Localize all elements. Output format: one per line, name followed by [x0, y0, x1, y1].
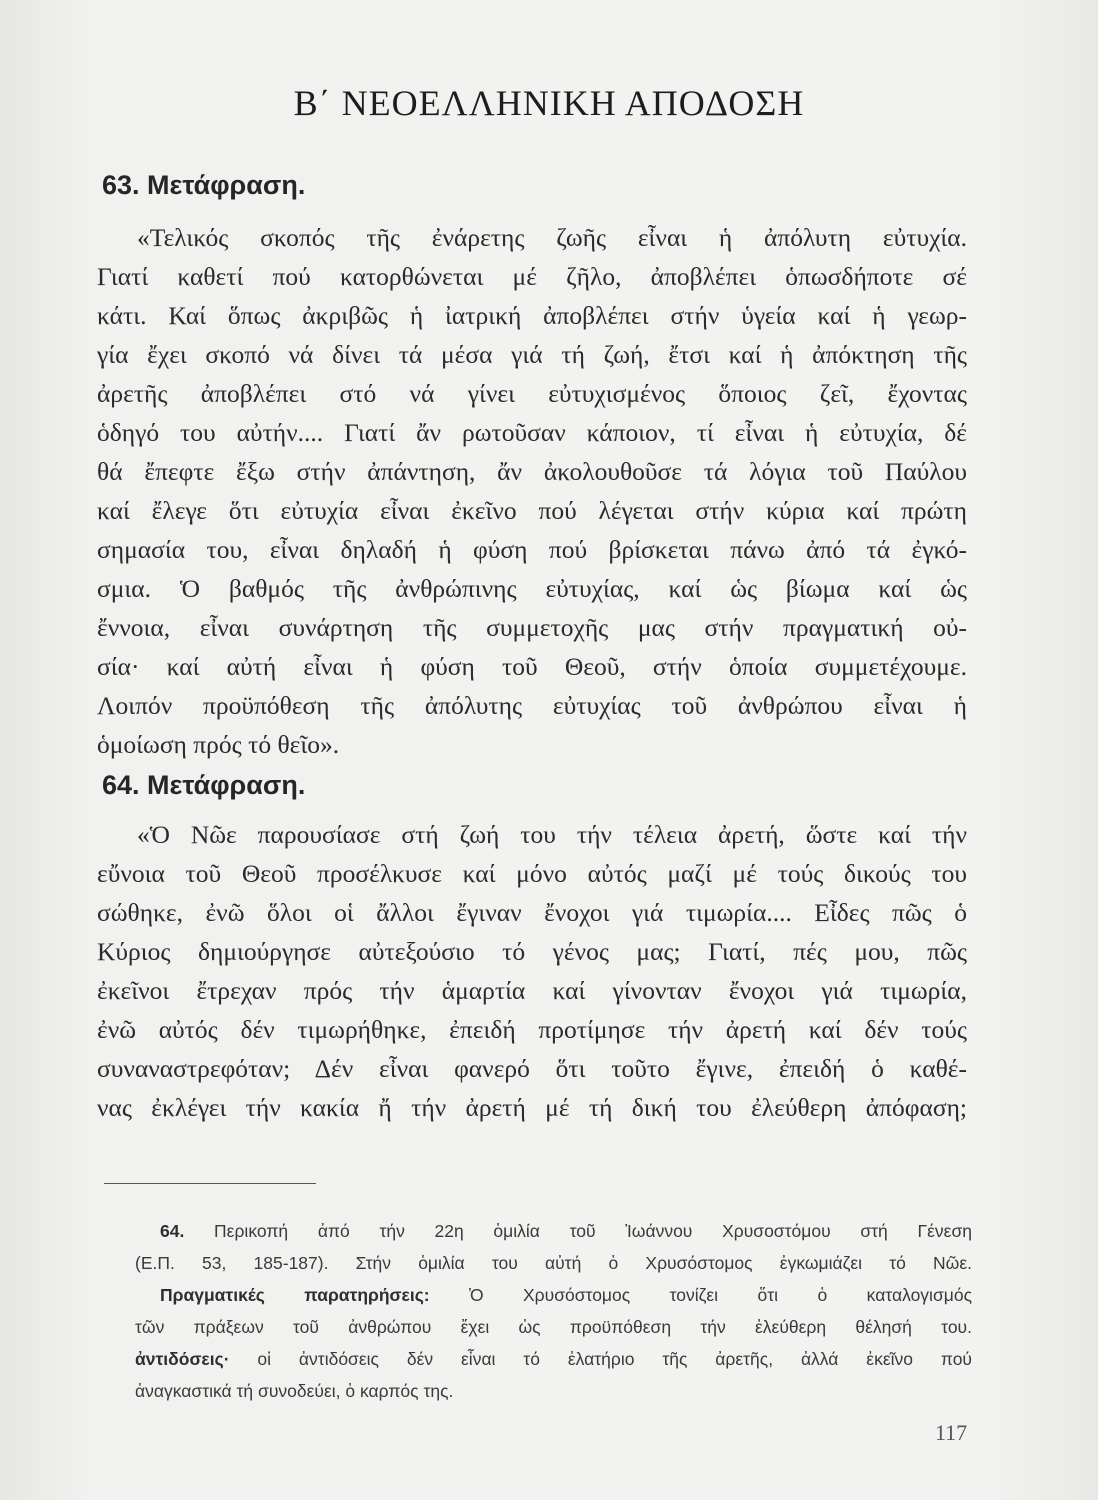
antidoseis-label: ἀντιδόσεις· [135, 1349, 230, 1369]
remarks-label: Πραγματικές παρατηρήσεις: [160, 1285, 430, 1305]
footnote-text: Ὁ Χρυσόστομος τονίζει ὅτι ὁ καταλογισμός [469, 1285, 972, 1305]
section-63-text [97, 218, 967, 764]
chapter-heading: Β΄ ΝΕΟΕΛΛΗΝΙΚΗ ΑΠΟΔΟΣΗ [293, 83, 805, 123]
footnote-text: οἱ ἀντιδόσεις δέν εἶναι τό ἐλατήριο τῆς ἀρετῆς, ἀλλά ἐκεῖνο πού [257, 1349, 972, 1369]
text-line: ἀρετῆς ἀποβλέπει στό νά γίνει εὐτυχισμένος ὅποιος ζεῖ, ἔχοντας [97, 379, 967, 408]
text-line: συναναστρεφόταν; Δέν εἶναι φανερό ὅτι τοῦτο ἔγινε, ἐπειδή ὁ καθέ- [97, 1054, 967, 1083]
footnote-line [135, 1343, 972, 1375]
text-line: ἐνῶ αὐτός δέν τιμωρήθηκε, ἐπειδή προτίμησε τήν ἀρετή καί δέν τούς [97, 1015, 967, 1044]
text-line: σία· καί αὐτή εἶναι ἡ φύση τοῦ Θεοῦ, στήν ὁποία συμμετέχουμε. [97, 652, 967, 681]
text-line: ἐκεῖνοι ἔτρεχαν πρός τήν ἁμαρτία καί γίνονταν ἔνοχοι γιά τιμωρία, [97, 976, 967, 1005]
section-63-title: 63. Μετάφραση. [102, 170, 306, 200]
footnote-line [160, 1215, 972, 1247]
text-line: θά ἔπεφτε ἔξω στήν ἀπάντηση, ἄν ἀκολουθοῦσε τά λόγια τοῦ Παύλου [97, 457, 967, 486]
text-line: Λοιπόν προϋπόθεση τῆς ἀπόλυτης εὐτυχίας τοῦ ἀνθρώπου εἶναι ἡ [97, 691, 967, 720]
page-number: 117 [935, 1420, 968, 1445]
section-64-title: 64. Μετάφραση. [102, 770, 306, 800]
footnote-line: (Ε.Π. 53, 185-187). Στήν ὁμιλία του αὐτή ὁ Χρυσόστομος ἐγκωμιάζει τό Νῶε. [135, 1253, 972, 1273]
text-line: εὔνοια τοῦ Θεοῦ προσέλκυσε καί μόνο αὐτός μαζί μέ τούς δικούς του [97, 859, 967, 888]
text-line: Γιατί καθετί πού κατορθώνεται μέ ζῆλο, ἀποβλέπει ὁπωσδήποτε σέ [97, 262, 967, 291]
text-line: «Τελικός σκοπός τῆς ἐνάρετης ζωῆς εἶναι ἡ ἀπόλυτη εὐτυχία. [137, 223, 967, 252]
text-line: ὁμοίωση πρός τό θεῖο». [97, 730, 340, 759]
footnote-line: ἀναγκαστικά τή συνοδεύει, ὁ καρπός της. [135, 1381, 454, 1401]
text-line: κάτι. Καί ὅπως ἀκριβῶς ἡ ἰατρική ἀποβλέπει στήν ὑγεία καί ἡ γεωρ- [97, 301, 967, 330]
text-line: ἔννοια, εἶναι συνάρτηση τῆς συμμετοχῆς μας στήν πραγματική οὐ- [97, 613, 967, 642]
text-line: σημασία του, εἶναι δηλαδή ἡ φύση πού βρίσκεται πάνω ἀπό τά ἐγκό- [97, 535, 967, 564]
text-line: Κύριος δημιούργησε αὐτεξούσιο τό γένος μας; Γιατί, πές μου, πῶς [97, 937, 967, 966]
text-line: ὁδηγό του αὐτήν.... Γιατί ἄν ρωτοῦσαν κάποιον, τί εἶναι ἡ εὐτυχία, δέ [97, 418, 967, 447]
text-line: καί ἔλεγε ὅτι εὐτυχία εἶναι ἐκεῖνο πού λέγεται στήν κύρια καί πρώτη [97, 496, 967, 525]
section-64-text [97, 815, 967, 1127]
text-line: νας ἐκλέγει τήν κακία ἤ τήν ἀρετή μέ τή δική του ἐλεύθερη ἀπόφαση; [97, 1093, 967, 1122]
footnote-line [160, 1279, 972, 1311]
text-line: σώθηκε, ἐνῶ ὅλοι οἱ ἄλλοι ἔγιναν ἔνοχοι γιά τιμωρία.... Εἶδες πῶς ὁ [97, 898, 967, 927]
text-line: σμια. Ὁ βαθμός τῆς ἀνθρώπινης εὐτυχίας, καί ὡς βίωμα καί ὡς [97, 574, 967, 603]
text-line: «Ὁ Νῶε παρουσίασε στή ζωή του τήν τέλεια ἀρετή, ὥστε καί τήν [137, 820, 967, 849]
footnote-text: Περικοπή ἀπό τήν 22η ὁμιλία τοῦ Ἰωάννου Χρυσοστόμου στή Γένεση [214, 1221, 972, 1241]
footnote-divider [104, 1183, 316, 1184]
footnote-number: 64. [160, 1221, 185, 1241]
footnote-line: τῶν πράξεων τοῦ ἀνθρώπου ἔχει ὡς προϋπόθεση τήν ἐλεύθερη θέλησή του. [135, 1317, 972, 1337]
footnotes [135, 1215, 972, 1407]
text-line: γία ἔχει σκοπό νά δίνει τά μέσα γιά τή ζωή, ἔτσι καί ἡ ἀπόκτηση τῆς [97, 340, 967, 369]
